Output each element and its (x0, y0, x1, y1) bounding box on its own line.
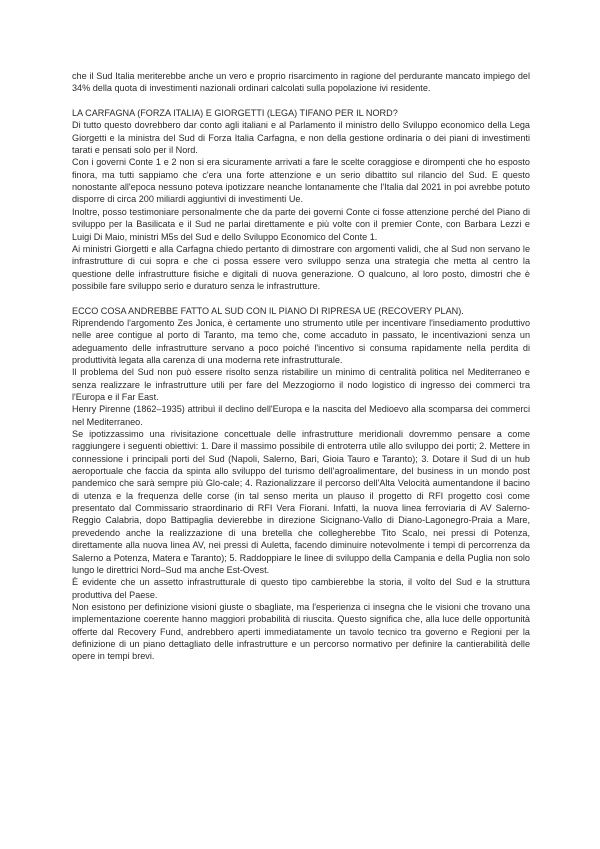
body-paragraph: Inoltre, posso testimoniare personalmente che da parte dei governi Conte ci fosse attenzione perché del Piano di sviluppo per la Basilicata e il Sud ne parlai direttamente e più volte con il premier Conte, con Barbara Lezzi e Luigi Di Maio, ministri M5s del Sud e dello Sviluppo Economico del Conte 1. (72, 206, 530, 242)
paragraph-gap (72, 95, 530, 107)
body-paragraph: Di tutto questo dovrebbero dar conto agli italiani e al Parlamento il ministro dello Sviluppo economico della Lega Giorgetti e la ministra del Sud di Forza Italia Carfagna, e non della gestione ordinaria o dei piani di investimenti tarati e pensati solo per il Nord. (72, 120, 530, 156)
body-paragraph: Se ipotizzassimo una rivisitazione concettuale delle infrastrutture meridionali dovremmo pensare a come raggiungere i seguenti obiettivi: 1. Dare il massimo possibile di entroterra utile allo sviluppo dei porti; 2. Mettere in connessione i principali porti del Sud (Napoli, Salerno, Bari, Gioia Tauro e Taranto); 3. Dotare il Sud di un hub aeroportuale che faccia da spinta allo sviluppo del turismo dell'agroalimentare, del business in un mondo post pandemico che sarà sempre più Glo-cale; 4. Razionalizzare il percorso dell'Alta Velocità aumentandone il bacino di utenza e la frequenza delle corse (in tal senso merita un plauso il progetto di RFI progetto così come presentato dal Commissario straordinario di RFI Vera Fiorani. Infatti, la nuova linea ferroviaria di AV Salerno-Reggio Calabria, dopo Battipaglia devierebbe in direzione Sicignano-Vallo di Diano-Lagonegro-Praia a Mare, prevedendo anche la realizzazione di una bretella che collegherebbe Tito Scalo, nei pressi di Potenza, direttamente alla nuova linea AV, nei pressi di Auletta, facendo diminuire notevolmente i tempi di percorrenza da Salerno a Potenza, Matera e Taranto); 5. Raddoppiare le linee di sviluppo della Campania e della Puglia non solo lungo le direttrici Nord–Sud ma anche Est-Ovest. (72, 429, 530, 575)
body-paragraph: Non esistono per definizione visioni giuste o sbagliate, ma l'esperienza ci insegna che le visioni che trovano una implementazione coerente hanno maggiori probabilità di riuscita. Questo significa che, alla luce delle opportunità offerte dal Recovery Fund, andrebbero aperti immediatamente un tavolo tecnico tra governo e Regioni per la definizione di un piano dettagliato delle infrastrutture e un percorso normativo per definire la cantierabilità delle opere in tempi brevi. (72, 601, 530, 662)
body-paragraph: Riprendendo l'argomento Zes Jonica, è certamente uno strumento utile per incentivare l'insediamento produttivo nelle aree contigue al porto di Taranto, ma temo che, come accaduto in passato, le incentivazioni senza un adeguamento delle infrastrutture servano a poco poiché l'incentivo si consuma rapidamente nella perdita di produttività legata alla carenza di una moderna rete infrastrutturale. (72, 317, 530, 365)
body-paragraph: È evidente che un assetto infrastrutturale di questo tipo cambierebbe la storia, il volto del Sud e la struttura produttiva del Paese. (72, 577, 530, 600)
body-paragraph: Henry Pirenne (1862–1935) attribuì il declino dell'Europa e la nascita del Medioevo alla scomparsa dei commerci nel Mediterraneo. (72, 404, 530, 427)
body-paragraph: Ai ministri Giorgetti e alla Carfagna chiedo pertanto di dimostrare con argomenti validi, che al Sud non servano le infrastrutture di cui sopra e che ci possa essere vero sviluppo senza una strategia che metta al centro la questione delle infrastrutture fisiche e digitali di nuova generazione. O qualcuno, al loro posto, dimostri che è possibile fare sviluppo serio e duraturo senza le infrastrutture. (72, 243, 530, 291)
intro-paragraph: che il Sud Italia meriterebbe anche un vero e proprio risarcimento in ragione del perdurante mancato impiego del 34% della quota di investimenti nazionali ordinari calcolati sulla popolazione ivi residente. (72, 71, 530, 94)
paragraph-gap (72, 292, 530, 304)
section-heading-recovery-plan: ECCO COSA ANDREBBE FATTO AL SUD CON IL PIANO DI RIPRESA UE (RECOVERY PLAN). (72, 305, 464, 316)
section-heading-carfagna-giorgetti: LA CARFAGNA (FORZA ITALIA) E GIORGETTI (LEGA) TIFANO PER IL NORD? (72, 108, 398, 119)
body-paragraph: Con i governi Conte 1 e 2 non si era sicuramente arrivati a fare le scelte coraggiose e dirompenti che ho esposto finora, ma tutti sappiamo che c'era una forte attenzione e un serio dibattito sul rilancio del Sud. E questo nonostante all'epoca nessuno poteva ipotizzare neanche lontanamente che l'Italia dal 2021 in poi avrebbe potuto disporre di circa 200 miliardi aggiuntivi di investimenti Ue. (72, 157, 530, 205)
body-paragraph: Il problema del Sud non può essere risolto senza ristabilire un minimo di centralità politica nel Mediterraneo e senza realizzare le infrastrutture utili per fare del Mezzogiorno il nodo logistico di ingresso dei commerci tra l'Europa e il Far East. (72, 367, 530, 403)
